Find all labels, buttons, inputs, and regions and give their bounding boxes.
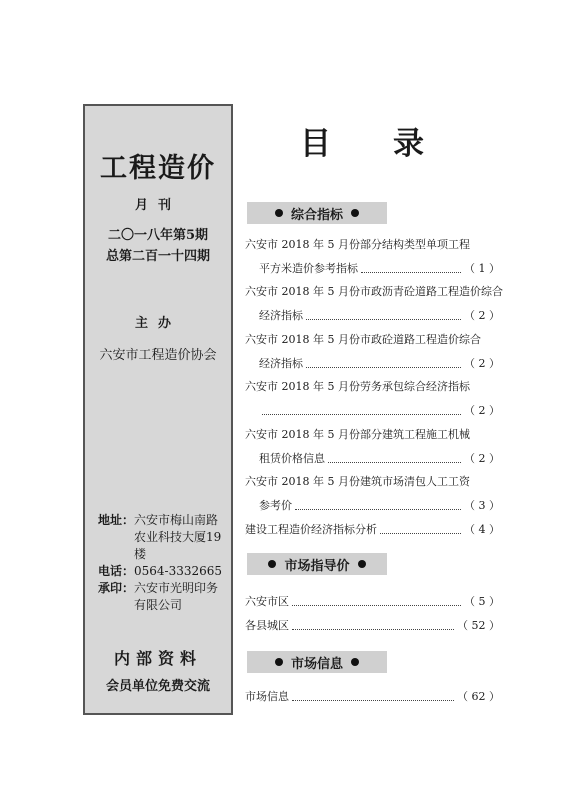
- bullet-dot-icon: [351, 209, 359, 217]
- toc-title-char-1: 目: [300, 126, 331, 162]
- page-number: （ 2 ）: [464, 404, 500, 417]
- entry-continuation-line: 平方米造价参考指标 （ 1 ）: [245, 257, 500, 281]
- section-heading-market-info: 市场信息: [247, 651, 387, 673]
- page-number: （ 2 ）: [464, 309, 500, 322]
- address-row: [98, 512, 230, 563]
- toc-entry[interactable]: [245, 590, 500, 614]
- page-number: （ 2 ）: [464, 452, 500, 465]
- dot-leader: [306, 352, 461, 368]
- entry-line: 各县城区 （ 52 ）: [245, 614, 500, 638]
- bullet-dot-icon: [268, 560, 276, 568]
- entry-line: 建设工程造价经济指标分析 （ 4 ）: [245, 518, 500, 542]
- sponsor-name: 六安市工程造价协会: [99, 348, 217, 363]
- contact-info: [98, 512, 230, 614]
- toc-entry[interactable]: [245, 233, 500, 281]
- page-number: （ 5 ）: [464, 595, 500, 608]
- entry-continuation-line: 经济指标 （ 2 ）: [245, 352, 500, 376]
- section-heading-comprehensive-indicators: 综合指标: [247, 202, 387, 224]
- printer-row: [98, 580, 230, 614]
- page-number: （ 62 ）: [457, 690, 500, 703]
- toc-title: [300, 118, 424, 163]
- cover-sidebar-panel: [83, 104, 233, 715]
- printer-label: 承印：: [98, 581, 135, 595]
- entry-continuation-line: [245, 399, 500, 423]
- dot-leader: [292, 685, 454, 701]
- page-number: （ 1 ）: [464, 262, 500, 275]
- sponsor-label: 主办: [134, 316, 181, 331]
- bullet-dot-icon: [275, 209, 283, 217]
- total-issue-number: 总第二百一十四期: [105, 249, 210, 264]
- entry-title-line: 六安市 2018 年 5 月份市政砼道路工程造价综合: [245, 333, 481, 346]
- dot-leader: [380, 518, 461, 534]
- phone-value: 0564-3332665: [134, 564, 223, 578]
- publication-period: 月刊: [134, 198, 181, 213]
- section-heading-market-guide-price: 市场指导价: [247, 553, 387, 575]
- bullet-dot-icon: [358, 560, 366, 568]
- entry-continuation-line: 租赁价格信息 （ 2 ）: [245, 447, 500, 471]
- page-number: （ 52 ）: [457, 619, 500, 632]
- entry-title-line: 六安市 2018 年 5 月份部分建筑工程施工机械: [245, 428, 470, 441]
- page-number: （ 2 ）: [464, 357, 500, 370]
- toc-entry[interactable]: [245, 423, 500, 471]
- bullet-dot-icon: [351, 658, 359, 666]
- dot-leader: [262, 399, 461, 415]
- free-exchange-note: 会员单位免费交流: [105, 679, 210, 694]
- printer-value: 六安市光明印务有限公司: [134, 581, 219, 612]
- dot-leader: [306, 304, 461, 320]
- toc-entry[interactable]: [245, 375, 500, 423]
- entry-continuation-line: 经济指标 （ 2 ）: [245, 304, 500, 328]
- toc-entry[interactable]: [245, 614, 500, 638]
- toc-entry[interactable]: [245, 328, 500, 376]
- page-number: （ 4 ）: [464, 523, 500, 536]
- page-number: （ 3 ）: [464, 499, 500, 512]
- address-value: 六安市梅山南路农业科技大厦19楼: [134, 513, 222, 561]
- entry-title-line: 六安市 2018 年 5 月份部分结构类型单项工程: [245, 238, 470, 251]
- entry-title-line: 六安市 2018 年 5 月份建筑市场清包人工工资: [245, 475, 470, 488]
- entry-line: 六安市区 （ 5 ）: [245, 590, 500, 614]
- magazine-title: 工程造价: [100, 153, 216, 184]
- bullet-dot-icon: [275, 658, 283, 666]
- toc-entry[interactable]: [245, 280, 503, 328]
- toc-title-char-2: 录: [393, 126, 424, 162]
- dot-leader: [292, 590, 461, 606]
- phone-label: 电话：: [98, 564, 135, 578]
- toc-entry[interactable]: [245, 685, 500, 709]
- entry-continuation-line: 参考价 （ 3 ）: [245, 494, 500, 518]
- phone-row: [98, 563, 230, 580]
- dot-leader: [328, 447, 461, 463]
- entry-title-line: 六安市 2018 年 5 月份劳务承包综合经济指标: [245, 380, 470, 393]
- toc-entry[interactable]: [245, 470, 500, 518]
- dot-leader: [361, 257, 461, 273]
- entry-title-line: 六安市 2018 年 5 月份市政沥青砼道路工程造价综合: [245, 285, 503, 298]
- toc-entry[interactable]: [245, 518, 500, 542]
- dot-leader: [295, 494, 461, 510]
- entry-line: 市场信息 （ 62 ）: [245, 685, 500, 709]
- issue-number: 二〇一八年第5期: [107, 228, 209, 243]
- dot-leader: [292, 614, 454, 630]
- internal-material-label: 内部资料: [113, 649, 202, 668]
- address-label: 地址：: [98, 513, 135, 527]
